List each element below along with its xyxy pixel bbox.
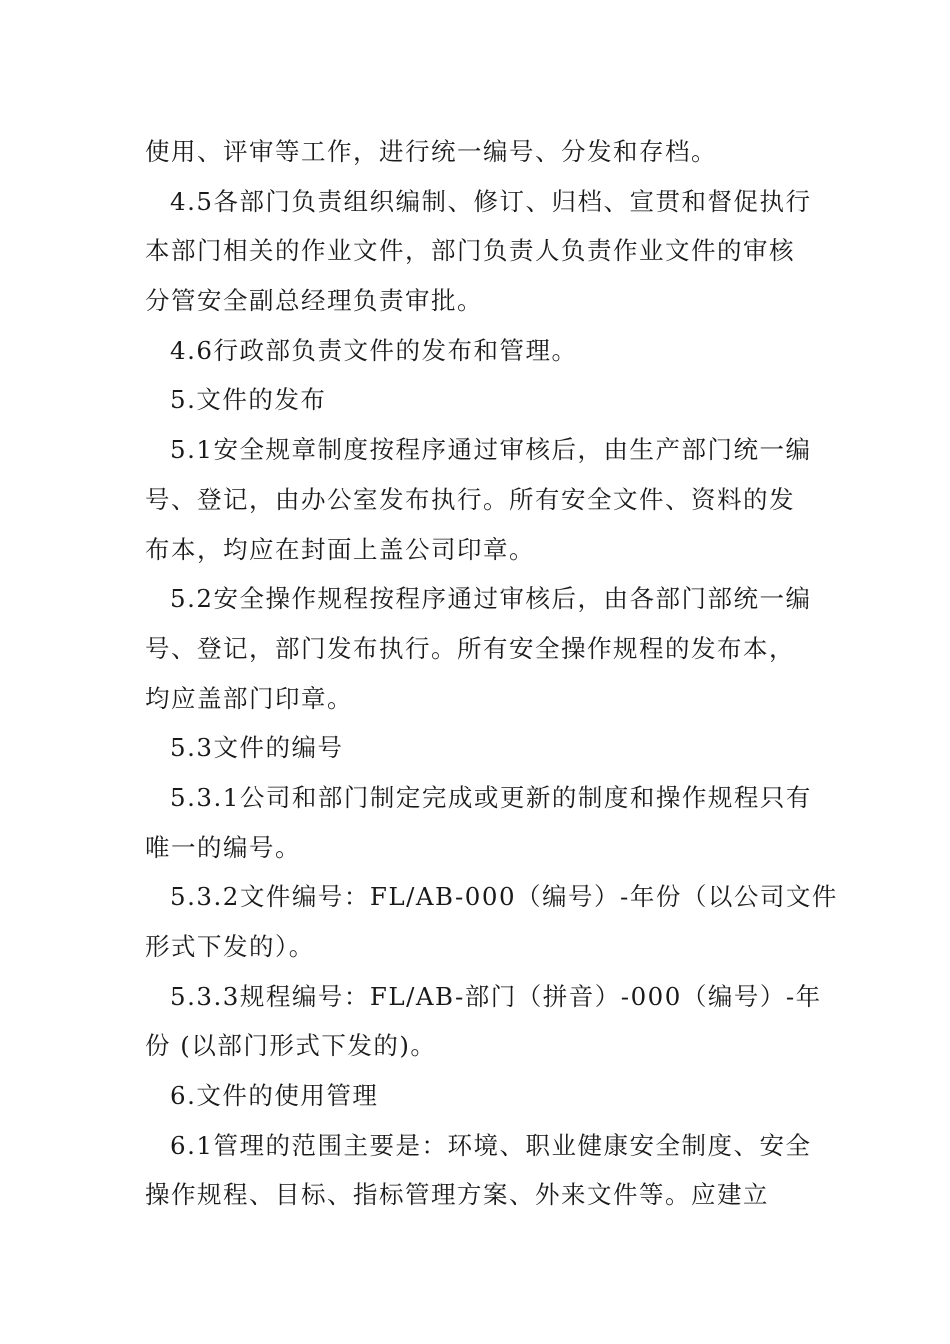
text-line: 5.3.3规程编号：FL/AB-部门（拼音）-000（编号）-年 [170,981,822,1011]
document-body [145,127,838,1220]
subsection-heading: 5.3文件的编号 [170,733,344,763]
text-line: 5.3.2文件编号：FL/AB-000（编号）-年份（以公司文件 [170,882,838,912]
text-line: 唯一的编号。 [145,832,301,862]
text-line: 份 (以部门形式下发的)。 [145,1031,437,1061]
text-line: 5.1安全规章制度按程序通过审核后，由生产部门统一编 [170,435,812,465]
section-heading: 5.文件的发布 [170,385,327,415]
text-line: 6.1管理的范围主要是：环境、职业健康安全制度、安全 [170,1130,812,1160]
text-line: 5.2安全操作规程按程序通过审核后，由各部门部统一编 [170,584,812,614]
text-line: 操作规程、目标、指标管理方案、外来文件等。应建立 [145,1180,769,1210]
text-line: 5.3.1公司和部门制定完成或更新的制度和操作规程只有 [170,782,812,812]
text-line: 号、登记，部门发布执行。所有安全操作规程的发布本， [145,633,795,663]
section-heading: 6.文件的使用管理 [170,1081,379,1111]
text-line: 号、登记，由办公室发布执行。所有安全文件、资料的发 [145,484,795,514]
text-line: 4.6行政部负责文件的发布和管理。 [170,335,578,365]
text-line: 分管安全副总经理负责审批。 [145,286,483,316]
text-line: 使用、评审等工作，进行统一编号、分发和存档。 [145,137,717,166]
text-line: 布本，均应在封面上盖公司印章。 [145,534,535,564]
text-line: 形式下发的）。 [145,932,315,961]
text-line: 本部门相关的作业文件，部门负责人负责作业文件的审核 [145,236,795,266]
text-line: 4.5各部门负责组织编制、修订、归档、宣贯和督促执行 [170,186,812,216]
text-line: 均应盖部门印章。 [145,683,353,713]
